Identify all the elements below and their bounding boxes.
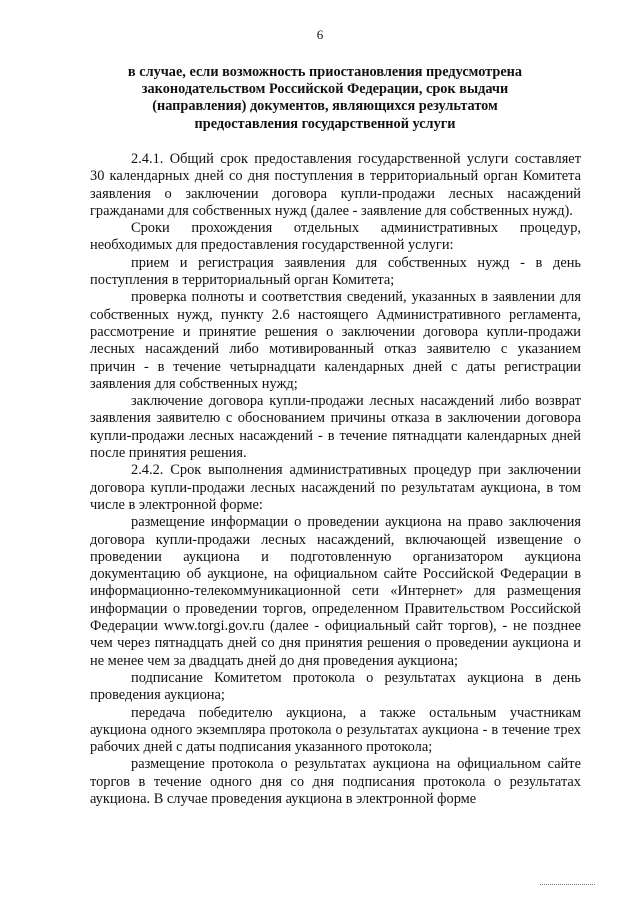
paragraph-protocol-signing: подписание Комитетом протокола о результатах аукциона в день проведения аукциона; [90, 669, 581, 704]
paragraph-reception-registration: прием и регистрация заявления для собственных нужд - в день поступления в территориальный орган Комитета; [90, 254, 581, 289]
paragraph-2-4-1: 2.4.1. Общий срок предоставления государственной услуги составляет 30 календарных дней со дня поступления в территориальный орган Комитета заявления о заключении договора купли-продажи лесных насаждений гражданами для собственных нужд (далее - заявление для собственных нужд). [90, 151, 581, 219]
scan-artifact-line [540, 884, 595, 885]
heading-line: предоставления государственной услуги [194, 115, 456, 132]
paragraph-auction-information: размещение информации о проведении аукциона на право заключения договора купли-продажи лесных насаждений, включающей извещение о проведении аукциона и подготовленную организатором аукциона документацию об аукционе, на официальном сайте Российской Федерации в информационно-телекоммуникационной сети «Интернет» для размещения информации о проведении торгов, определенном Правительством Российской Федерации www.torgi.gov.ru (далее - официальный сайт торгов), - не позднее чем через пятнадцать дней со дня принятия решения о проведении аукциона и не менее чем за двадцать дней до дня проведения аукциона; [90, 514, 581, 669]
paragraph-procedure-deadlines: Сроки прохождения отдельных административных процедур, необходимых для предоставления государственной услуги: [90, 220, 581, 254]
paragraph-2-4-2: 2.4.2. Срок выполнения административных процедур при заключении договора купли-продажи лесных насаждений по результатам аукциона, в том числе в электронной форме: [90, 462, 581, 513]
paragraph-completeness-check: проверка полноты и соответствия сведений, указанных в заявлении для собственных нужд, пункту 2.6 настоящего Административного регламента, рассмотрение и принятие решения о заключении договора купли-продажи лесных насаждений либо мотивированный отказ заявителю с указанием причин - в течение четырнадцати календарных дней с даты регистрации заявления для собственных нужд; [90, 289, 581, 392]
paragraph-protocol-transfer: передача победителю аукциона, а также остальным участникам аукциона одного экземпляра протокола о результатах аукциона - в течение трех рабочих дней с даты подписания указанного протокола; [90, 704, 581, 756]
document-body [90, 151, 581, 808]
heading-line: в случае, если возможность приостановления предусмотрена [127, 64, 523, 80]
paragraph-contract-conclusion: заключение договора купли-продажи лесных насаждений либо возврат заявления заявителю с обоснованием причины отказа в заключении договора купли-продажи лесных насаждений - в течение пятнадцати календарных дней после принятия решения. [90, 393, 581, 462]
heading-line: (направления) документов, являющихся результатом [152, 98, 498, 115]
section-heading [90, 64, 560, 133]
page-number: 6 [316, 27, 324, 42]
paragraph-protocol-publication: размещение протокола о результатах аукциона на официальном сайте торгов в течение одного дня со дня подписания протокола о результатах аукциона. В случае проведения аукциона в электронной форме [90, 756, 581, 807]
heading-line: законодательством Российской Федерации, срок выдачи [141, 81, 509, 98]
